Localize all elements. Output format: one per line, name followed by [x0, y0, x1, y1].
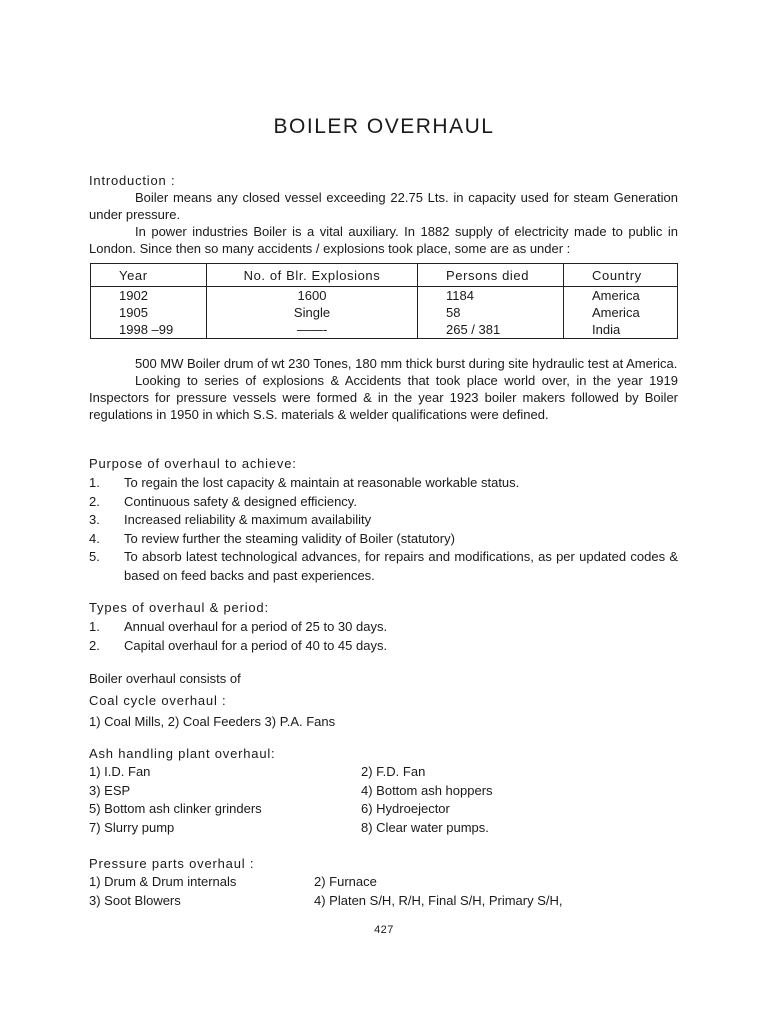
- list-item: 5) Bottom ash clinker grinders: [89, 801, 262, 816]
- cell-persons-died: 265 / 381: [418, 321, 564, 339]
- list-text: To regain the lost capacity & maintain at reasonable workable status.: [124, 475, 520, 490]
- purpose-section: [89, 455, 678, 585]
- ash-section: [89, 745, 678, 837]
- header-explosions: No. of Blr. Explosions: [207, 264, 418, 287]
- ash-list: [89, 763, 678, 837]
- pressure-heading: Pressure parts overhaul :: [89, 856, 255, 871]
- list-item: 3) ESP: [89, 782, 131, 798]
- list-number: 1.: [89, 475, 100, 490]
- list-number: 3.: [89, 512, 100, 527]
- list-item: 4) Bottom ash hoppers: [361, 782, 493, 798]
- table-row: [91, 321, 678, 339]
- list-text: Capital overhaul for a period of 40 to 45 days.: [124, 637, 388, 653]
- cell-country: India: [564, 321, 678, 339]
- list-number: 5.: [89, 549, 100, 564]
- purpose-heading: Purpose of overhaul to achieve:: [89, 456, 297, 471]
- cell-explosions: 1600: [207, 287, 418, 305]
- history-paragraph-1: 500 MW Boiler drum of wt 230 Tones, 180 mm thick burst during site hydraulic test at America.: [135, 356, 678, 371]
- cell-country: America: [564, 287, 678, 305]
- intro-paragraph-2: In power industries Boiler is a vital auxiliary. In 1882 supply of electricity made to public in London. Since then so many accidents / explosions took place, some are as under :: [89, 224, 678, 256]
- list-text: To absorb latest technological advances, for repairs and modifications, as per updated codes & based on feed backs and past experiences.: [124, 549, 678, 583]
- cell-explosions: Single: [207, 304, 418, 321]
- cell-explosions: ——-: [207, 321, 418, 339]
- list-item: [89, 474, 678, 493]
- purpose-list: [89, 474, 678, 585]
- coal-items: 1) Coal Mills, 2) Coal Feeders 3) P.A. Fans: [89, 714, 336, 729]
- cell-persons-died: 1184: [418, 287, 564, 305]
- list-text: Annual overhaul for a period of 25 to 30 days.: [124, 619, 388, 634]
- list-item: [89, 530, 678, 549]
- cell-persons-died: 58: [418, 304, 564, 321]
- list-number: 2.: [89, 493, 100, 509]
- history-section: [89, 355, 678, 423]
- types-list: [89, 618, 678, 655]
- list-item: 2) F.D. Fan: [361, 764, 426, 779]
- cell-year: 1998 –99: [91, 321, 207, 339]
- header-persons-died: Persons died: [418, 264, 564, 287]
- pressure-list: [89, 873, 678, 910]
- pressure-section: [89, 855, 678, 910]
- list-number: 1.: [89, 619, 100, 634]
- header-year: Year: [91, 264, 207, 287]
- list-item: 1) I.D. Fan: [89, 764, 151, 779]
- types-heading: Types of overhaul & period:: [89, 600, 269, 615]
- list-item: [89, 511, 678, 530]
- header-country: Country: [564, 264, 678, 287]
- list-number: 4.: [89, 530, 100, 546]
- list-item: [89, 637, 678, 656]
- page-title: BOILER OVERHAUL: [273, 115, 495, 138]
- intro-paragraph-1: Boiler means any closed vessel exceeding 22.75 Lts. in capacity used for steam Generation under pressure.: [89, 190, 678, 222]
- list-item: 1) Drum & Drum internals: [89, 874, 237, 889]
- list-item: [89, 618, 678, 637]
- list-number: 2.: [89, 637, 100, 653]
- page-number: 427: [374, 924, 394, 936]
- table-header-row: [91, 264, 678, 287]
- list-item: 7) Slurry pump: [89, 819, 175, 835]
- list-item: 3) Soot Blowers: [89, 892, 181, 908]
- list-item: 4) Platen S/H, R/H, Final S/H, Primary S/H,: [314, 892, 563, 908]
- cell-year: 1902: [91, 287, 207, 305]
- list-text: To review further the steaming validity of Boiler (statutory): [124, 530, 455, 546]
- cell-country: America: [564, 304, 678, 321]
- types-section: [89, 599, 678, 655]
- explosions-table: [90, 263, 678, 339]
- list-text: Continuous safety & designed efficiency.: [124, 493, 357, 509]
- introduction-heading: Introduction :: [89, 173, 176, 188]
- list-text: Increased reliability & maximum availability: [124, 512, 372, 527]
- coal-heading: Coal cycle overhaul :: [89, 693, 227, 708]
- list-item: 2) Furnace: [314, 874, 377, 889]
- table-row: [91, 304, 678, 321]
- table-row: [91, 287, 678, 305]
- list-item: 8) Clear water pumps.: [361, 819, 489, 835]
- list-item: 6) Hydroejector: [361, 801, 450, 816]
- consists-line: Boiler overhaul consists of: [89, 671, 241, 686]
- introduction-section: [89, 172, 678, 257]
- history-paragraph-2: Looking to series of explosions & Accidents that took place world over, in the year 1919 Inspectors for pressure vessels were formed & in the year 1923 boiler makers followed by Boiler regulations in 1950 in which S.S. materials & welder qualifications were defined.: [89, 373, 678, 422]
- list-item: [89, 493, 678, 512]
- list-item: [89, 548, 678, 585]
- ash-heading: Ash handling plant overhaul:: [89, 746, 276, 761]
- cell-year: 1905: [91, 304, 207, 321]
